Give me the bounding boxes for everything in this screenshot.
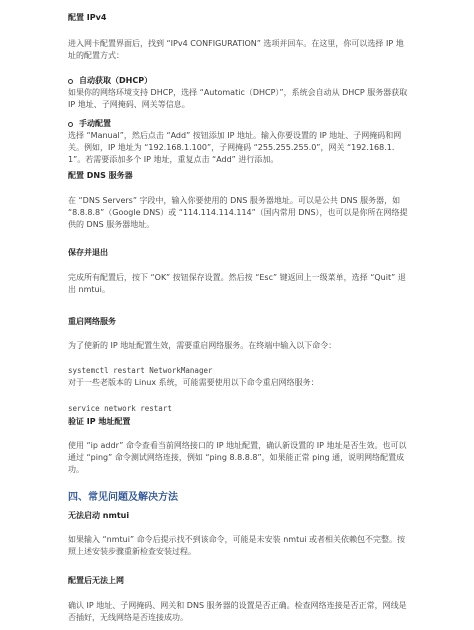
- paragraph-nmtui-fail: 如果输入 “nmtui” 命令后提示找不到该命令，可能是未安装 nmtui 或者相关依赖包不完整。按照上述安装步骤重新检查安装过程。: [68, 535, 406, 556]
- code-service-network-restart: service network restart: [68, 404, 172, 413]
- heading-verify: 验证 IP 地址配置: [68, 417, 131, 426]
- bullet-circle-icon: [68, 122, 73, 127]
- heading-dns: 配置 DNS 服务器: [68, 171, 133, 180]
- section-title-faq: 四、常见问题及解决方法: [68, 492, 178, 503]
- paragraph-restart-old: 对于一些老版本的 Linux 系统，可能需要使用以下命令重启网络服务：: [68, 378, 319, 387]
- bullet-circle-icon: [68, 79, 73, 84]
- paragraph-ipv4-intro: 进入网卡配置界面后，找到 “IPv4 CONFIGURATION” 选项并回车。在这里，你可以选择 IP 地址的配置方式：: [68, 39, 404, 60]
- paragraph-dhcp: 如果你的网络环境支持 DHCP，选择 “Automatic（DHCP）”，系统会自动从 DHCP 服务器获取 IP 地址、子网掩码、网关等信息。: [68, 88, 408, 109]
- paragraph-no-internet: 确认 IP 地址、子网掩码、网关和 DNS 服务器的设置是否正确。检查网络连接是否正常，网线是否插好，无线网络是否连接成功。: [68, 601, 407, 622]
- subheading-manual: 手动配置: [79, 119, 111, 128]
- code-restart-networkmanager: systemctl restart NetworkManager: [68, 366, 213, 375]
- paragraph-verify: 使用 “ip addr” 命令查看当前网络接口的 IP 地址配置，确认新设置的 IP 地址是否生效。也可以通过 “ping” 命令测试网络连接，例如 “ping 8.8.8.8”，如果能正常 ping 通，说明网络配置成功。: [68, 441, 407, 474]
- paragraph-restart: 为了使新的 IP 地址配置生效，需要重启网络服务。在终端中输入以下命令：: [68, 341, 337, 350]
- heading-nmtui-fail: 无法启动 nmtui: [68, 511, 130, 520]
- heading-save: 保存并退出: [68, 248, 108, 257]
- heading-ipv4: 配置 IPv4: [68, 13, 107, 22]
- heading-no-internet: 配置后无法上网: [68, 576, 124, 585]
- paragraph-manual: 选择 “Manual”，然后点击 “Add” 按钮添加 IP 地址。输入你要设置的 IP 地址、子网掩码和网关。例如，IP 地址为 “192.168.1.100”，子网掩码 “255.255.255.0”，网关 “192.168.1.1”。若需要添加多个 IP 地址，重复点击 “Add” 进行添加。: [68, 131, 402, 164]
- paragraph-dns: 在 “DNS Servers” 字段中，输入你要使用的 DNS 服务器地址。可以是公共 DNS 服务器，如 “8.8.8.8”（Google DNS）或 “114.114.114.114”（国内常用 DNS），也可以是你所在网络提供的 DNS 服务器地址。: [68, 196, 408, 229]
- subheading-dhcp: 自动获取（DHCP）: [79, 76, 153, 85]
- heading-restart: 重启网络服务: [68, 317, 116, 326]
- paragraph-save: 完成所有配置后，按下 “OK” 按钮保存设置。然后按 “Esc” 键返回上一级菜单，选择 “Quit” 退出 nmtui。: [68, 273, 406, 294]
